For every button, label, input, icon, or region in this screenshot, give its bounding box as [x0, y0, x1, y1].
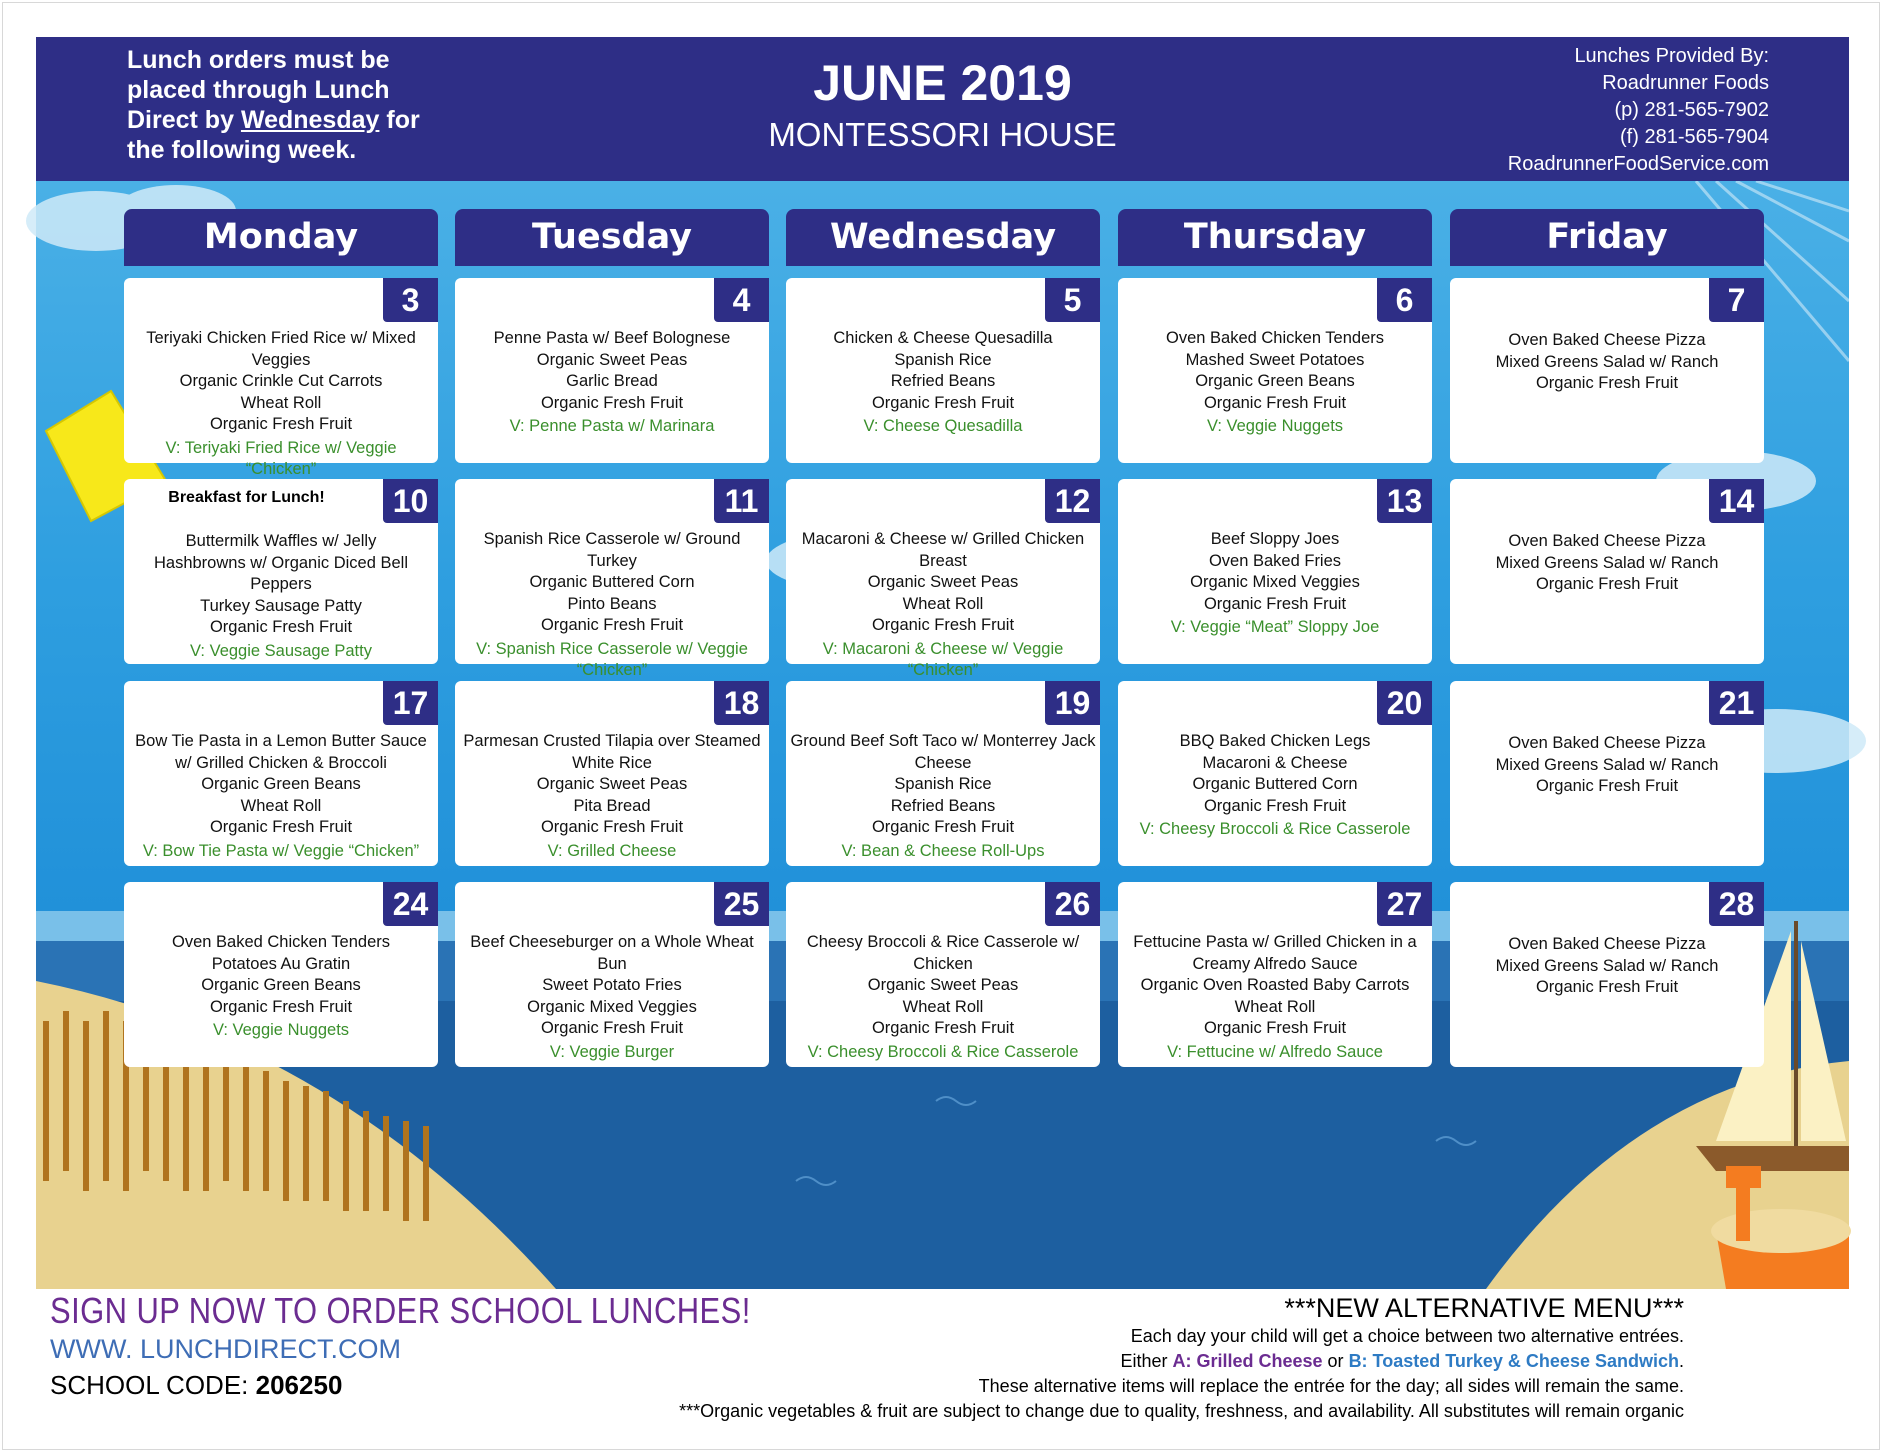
- menu-item: Bow Tie Pasta in a Lemon Butter Sauce w/ Grilled Chicken & Broccoli: [135, 732, 427, 772]
- menu-item: Organic Oven Roasted Baby Carrots: [1140, 976, 1410, 994]
- day-number: 6: [1377, 278, 1432, 322]
- vegetarian-option: V: Fettucine w/ Alfredo Sauce: [1167, 1042, 1383, 1061]
- menu-item: Organic Green Beans: [201, 976, 361, 994]
- menu-item: Macaroni & Cheese: [1202, 753, 1348, 772]
- menu-item: Mixed Greens Salad w/ Ranch: [1495, 352, 1719, 371]
- menu-item: Sweet Potato Fries: [542, 976, 682, 994]
- vegetarian-option: V: Penne Pasta w/ Marinara: [509, 417, 715, 435]
- menu-item: Organic Buttered Corn: [529, 573, 695, 591]
- day-cell: [455, 681, 769, 866]
- day-cell: [455, 882, 769, 1067]
- menu-item: Organic Fresh Fruit: [1203, 796, 1347, 815]
- notice-text: Lunch orders must be placed through Lunch Direct by: [127, 46, 390, 134]
- menu-item: Ground Beef Soft Taco w/ Monterrey Jack Cheese: [790, 732, 1096, 772]
- menu-item: Wheat Roll: [240, 796, 322, 815]
- menu-item: Oven Baked Chicken Tenders: [1166, 329, 1384, 347]
- vegetarian-option: V: Bean & Cheese Roll-Ups: [841, 841, 1045, 860]
- day-number: 18: [714, 681, 769, 725]
- day-number: 20: [1377, 681, 1432, 725]
- vegetarian-option: V: Veggie Nuggets: [1206, 417, 1344, 435]
- menu-list: [124, 531, 438, 662]
- menu-item: Mixed Greens Salad w/ Ranch: [1495, 553, 1719, 572]
- signup-banner: SIGN UP NOW TO ORDER SCHOOL LUNCHES!: [50, 1290, 751, 1331]
- vegetarian-option: V: Macaroni & Cheese w/ Veggie “Chicken”: [822, 639, 1064, 679]
- menu-item: Oven Baked Cheese Pizza: [1508, 734, 1706, 752]
- menu-list: [1118, 731, 1432, 841]
- menu-item: Organic Fresh Fruit: [540, 393, 684, 412]
- alt-option-b: B: Toasted Turkey & Cheese Sandwich: [1348, 1351, 1679, 1371]
- day-header-wednesday: Wednesday: [786, 209, 1100, 266]
- day-cell: [124, 479, 438, 664]
- notice-deadline-day: Wednesday: [240, 106, 380, 134]
- menu-item: Organic Fresh Fruit: [1535, 575, 1679, 593]
- alt-menu-line-1: Each day your child will get a choice between two alternative entrées.: [1130, 1326, 1684, 1346]
- menu-item: Organic Fresh Fruit: [871, 616, 1015, 634]
- menu-list: [124, 932, 438, 1042]
- menu-item: Organic Fresh Fruit: [540, 1019, 684, 1037]
- day-cell: [1450, 681, 1764, 866]
- day-header-thursday: Thursday: [1118, 209, 1432, 266]
- alt-menu-title: ***NEW ALTERNATIVE MENU***: [1284, 1293, 1684, 1323]
- menu-list: [786, 328, 1100, 438]
- menu-item: Oven Baked Fries: [1208, 551, 1342, 570]
- day-number: 14: [1709, 479, 1764, 523]
- menu-list: [1450, 330, 1764, 395]
- provider-label: Lunches Provided By:: [1574, 45, 1769, 67]
- day-cell: [124, 681, 438, 866]
- menu-list: [455, 328, 769, 438]
- menu-item: Oven Baked Cheese Pizza: [1508, 331, 1706, 349]
- day-number: 24: [383, 882, 438, 926]
- day-number: 21: [1709, 681, 1764, 725]
- day-cell: [124, 278, 438, 478]
- menu-item: Wheat Roll: [902, 594, 984, 613]
- menu-item: Oven Baked Cheese Pizza: [1508, 532, 1706, 550]
- day-number: 28: [1709, 882, 1764, 926]
- vegetarian-option: V: Cheese Quesadilla: [863, 417, 1023, 435]
- menu-item: Organic Fresh Fruit: [871, 1019, 1015, 1037]
- menu-item: Wheat Roll: [902, 997, 984, 1016]
- day-number: 10: [383, 479, 438, 523]
- menu-item: Organic Fresh Fruit: [871, 393, 1015, 412]
- day-number: 25: [714, 882, 769, 926]
- day-number: 19: [1045, 681, 1100, 725]
- menu-item: BBQ Baked Chicken Legs: [1179, 732, 1371, 750]
- menu-item: Garlic Bread: [566, 372, 658, 390]
- lunchdirect-website[interactable]: WWW. LUNCHDIRECT.COM: [50, 1334, 401, 1364]
- day-cell: [1118, 278, 1432, 463]
- menu-item: Parmesan Crusted Tilapia over Steamed White Rice: [463, 732, 761, 772]
- day-number: 13: [1377, 479, 1432, 523]
- school-code-label: SCHOOL CODE:: [50, 1370, 256, 1400]
- menu-item: Organic Fresh Fruit: [1535, 978, 1679, 996]
- day-number: 4: [714, 278, 769, 322]
- alt-option-a: A: Grilled Cheese: [1172, 1351, 1323, 1371]
- menu-list: [455, 529, 769, 682]
- menu-list: [1450, 733, 1764, 798]
- menu-item: Mixed Greens Salad w/ Ranch: [1495, 755, 1719, 774]
- day-cell: [124, 882, 438, 1067]
- vegetarian-option: V: Cheesy Broccoli & Rice Casserole: [807, 1042, 1079, 1061]
- vegetarian-option: V: Veggie Sausage Patty: [190, 641, 372, 660]
- menu-item: Mashed Sweet Potatoes: [1185, 350, 1365, 369]
- menu-list: [455, 731, 769, 862]
- alt-menu-line-4: ***Organic vegetables & fruit are subject to change due to quality, freshness, and availability. All substitutes will remain organic: [679, 1401, 1684, 1421]
- day-number: 5: [1045, 278, 1100, 322]
- day-cell: [1118, 681, 1432, 866]
- day-cell: [455, 479, 769, 679]
- special-menu-heading: Breakfast for Lunch!: [168, 489, 325, 506]
- day-number: 3: [383, 278, 438, 322]
- day-cell: [786, 479, 1100, 679]
- provider-info: [1508, 43, 1769, 178]
- menu-list: [124, 328, 438, 481]
- menu-item: Organic Fresh Fruit: [540, 818, 684, 836]
- menu-item: Beef Cheeseburger on a Whole Wheat Bun: [470, 933, 754, 973]
- menu-item: Wheat Roll: [240, 393, 322, 412]
- menu-item: Organic Fresh Fruit: [209, 415, 353, 433]
- menu-item: Mixed Greens Salad w/ Ranch: [1495, 956, 1719, 975]
- alt-period: .: [1678, 1351, 1684, 1371]
- vegetarian-option: V: Veggie Nuggets: [212, 1021, 350, 1039]
- vegetarian-option: V: Veggie “Meat” Sloppy Joe: [1170, 618, 1380, 636]
- menu-item: Oven Baked Chicken Tenders: [172, 933, 390, 951]
- menu-item: Cheesy Broccoli & Rice Casserole w/ Chicken: [806, 933, 1080, 973]
- provider-name: Roadrunner Foods: [1602, 72, 1769, 94]
- menu-item: Organic Fresh Fruit: [1203, 393, 1347, 412]
- menu-item: Teriyaki Chicken Fried Rice w/ Mixed Veggies: [146, 329, 416, 369]
- provider-website[interactable]: RoadrunnerFoodService.com: [1507, 153, 1769, 175]
- menu-item: Organic Fresh Fruit: [209, 618, 353, 636]
- vegetarian-option: V: Spanish Rice Casserole w/ Veggie “Chicken”: [476, 639, 748, 679]
- menu-list: [1450, 934, 1764, 999]
- menu-item: Penne Pasta w/ Beef Bolognese: [493, 329, 731, 347]
- menu-item: Organic Fresh Fruit: [209, 818, 353, 836]
- menu-item: Beef Sloppy Joes: [1210, 530, 1340, 548]
- menu-item: Spanish Rice: [894, 775, 992, 793]
- provider-fax: (f) 281-565-7904: [1620, 126, 1769, 148]
- menu-item: Organic Fresh Fruit: [871, 818, 1015, 836]
- menu-item: Organic Fresh Fruit: [1535, 374, 1679, 392]
- day-cell: [786, 882, 1100, 1067]
- menu-item: Organic Mixed Veggies: [1190, 573, 1360, 591]
- vegetarian-option: V: Grilled Cheese: [547, 841, 677, 860]
- menu-list: [455, 932, 769, 1063]
- menu-item: Chicken & Cheese Quesadilla: [833, 329, 1053, 347]
- menu-item: Organic Sweet Peas: [867, 976, 1019, 994]
- menu-item: Organic Fresh Fruit: [1203, 1019, 1347, 1037]
- day-number: 7: [1709, 278, 1764, 322]
- menu-item: Organic Sweet Peas: [536, 350, 688, 369]
- menu-list: [786, 529, 1100, 682]
- menu-item: Organic Fresh Fruit: [1203, 594, 1347, 613]
- day-number: 12: [1045, 479, 1100, 523]
- vegetarian-option: V: Teriyaki Fried Rice w/ Veggie “Chicken”: [165, 438, 397, 478]
- menu-item: Pinto Beans: [567, 594, 657, 613]
- menu-list: [1118, 328, 1432, 438]
- vegetarian-option: V: Cheesy Broccoli & Rice Casserole: [1139, 820, 1411, 838]
- menu-item: Refried Beans: [890, 372, 996, 390]
- menu-item: Organic Green Beans: [201, 775, 361, 793]
- day-number: 26: [1045, 882, 1100, 926]
- menu-item: Oven Baked Cheese Pizza: [1508, 935, 1706, 953]
- day-number: 11: [714, 479, 769, 523]
- notice-text-end: for the following week.: [127, 106, 420, 164]
- menu-item: Turkey Sausage Patty: [200, 596, 362, 615]
- day-cell: [455, 278, 769, 463]
- day-header-monday: Monday: [124, 209, 438, 266]
- menu-item: Macaroni & Cheese w/ Grilled Chicken Breast: [801, 530, 1085, 570]
- school-name: MONTESSORI HOUSE: [768, 116, 1117, 153]
- menu-item: Organic Sweet Peas: [536, 775, 688, 793]
- menu-item: Spanish Rice Casserole w/ Ground Turkey: [483, 530, 741, 570]
- menu-item: Buttermilk Waffles w/ Jelly: [185, 532, 377, 550]
- day-cell: [1450, 278, 1764, 463]
- menu-item: Organic Crinkle Cut Carrots: [179, 372, 383, 390]
- menu-item: Organic Fresh Fruit: [1535, 777, 1679, 795]
- vegetarian-option: V: Bow Tie Pasta w/ Veggie “Chicken”: [142, 841, 420, 860]
- menu-item: Organic Fresh Fruit: [209, 997, 353, 1016]
- menu-item: Organic Mixed Veggies: [527, 997, 697, 1016]
- vegetarian-option: V: Veggie Burger: [549, 1042, 675, 1061]
- menu-list: [786, 731, 1100, 862]
- day-cell: [1450, 479, 1764, 664]
- alt-menu-line-3: These alternative items will replace the entrée for the day; all sides will remain the same.: [978, 1376, 1684, 1396]
- menu-list: [1118, 529, 1432, 639]
- menu-list: [124, 731, 438, 862]
- day-number: 27: [1377, 882, 1432, 926]
- menu-item: Refried Beans: [890, 796, 996, 815]
- menu-item: Organic Fresh Fruit: [540, 616, 684, 634]
- menu-item: Pita Bread: [573, 796, 651, 815]
- day-cell: [786, 681, 1100, 866]
- menu-list: [1450, 531, 1764, 596]
- menu-item: Spanish Rice: [894, 350, 992, 369]
- day-cell: [1118, 882, 1432, 1067]
- day-cell: [1450, 882, 1764, 1067]
- menu-item: Hashbrowns w/ Organic Diced Bell Peppers: [153, 553, 409, 593]
- menu-item: Potatoes Au Gratin: [211, 954, 351, 973]
- school-code-value: 206250: [255, 1370, 343, 1400]
- day-header-friday: Friday: [1450, 209, 1764, 266]
- menu-item: Wheat Roll: [1234, 997, 1316, 1016]
- day-cell: [1118, 479, 1432, 664]
- day-header-tuesday: Tuesday: [455, 209, 769, 266]
- menu-item: Fettucine Pasta w/ Grilled Chicken in a Creamy Alfredo Sauce: [1133, 933, 1417, 973]
- provider-phone: (p) 281-565-7902: [1614, 99, 1769, 121]
- school-code: [50, 1370, 342, 1401]
- menu-item: Organic Buttered Corn: [1192, 775, 1358, 793]
- alt-menu-choices: [679, 1349, 1684, 1374]
- menu-list: [1118, 932, 1432, 1063]
- menu-item: Organic Green Beans: [1195, 372, 1355, 390]
- alt-either: Either: [1120, 1351, 1173, 1371]
- menu-item: Organic Sweet Peas: [867, 573, 1019, 591]
- alt-or: or: [1322, 1351, 1349, 1371]
- alternative-menu-notice: [679, 1292, 1684, 1424]
- day-cell: [786, 278, 1100, 463]
- menu-list: [786, 932, 1100, 1063]
- day-number: 17: [383, 681, 438, 725]
- calendar-title: JUNE 2019: [813, 55, 1072, 111]
- calendar-header: [36, 37, 1849, 181]
